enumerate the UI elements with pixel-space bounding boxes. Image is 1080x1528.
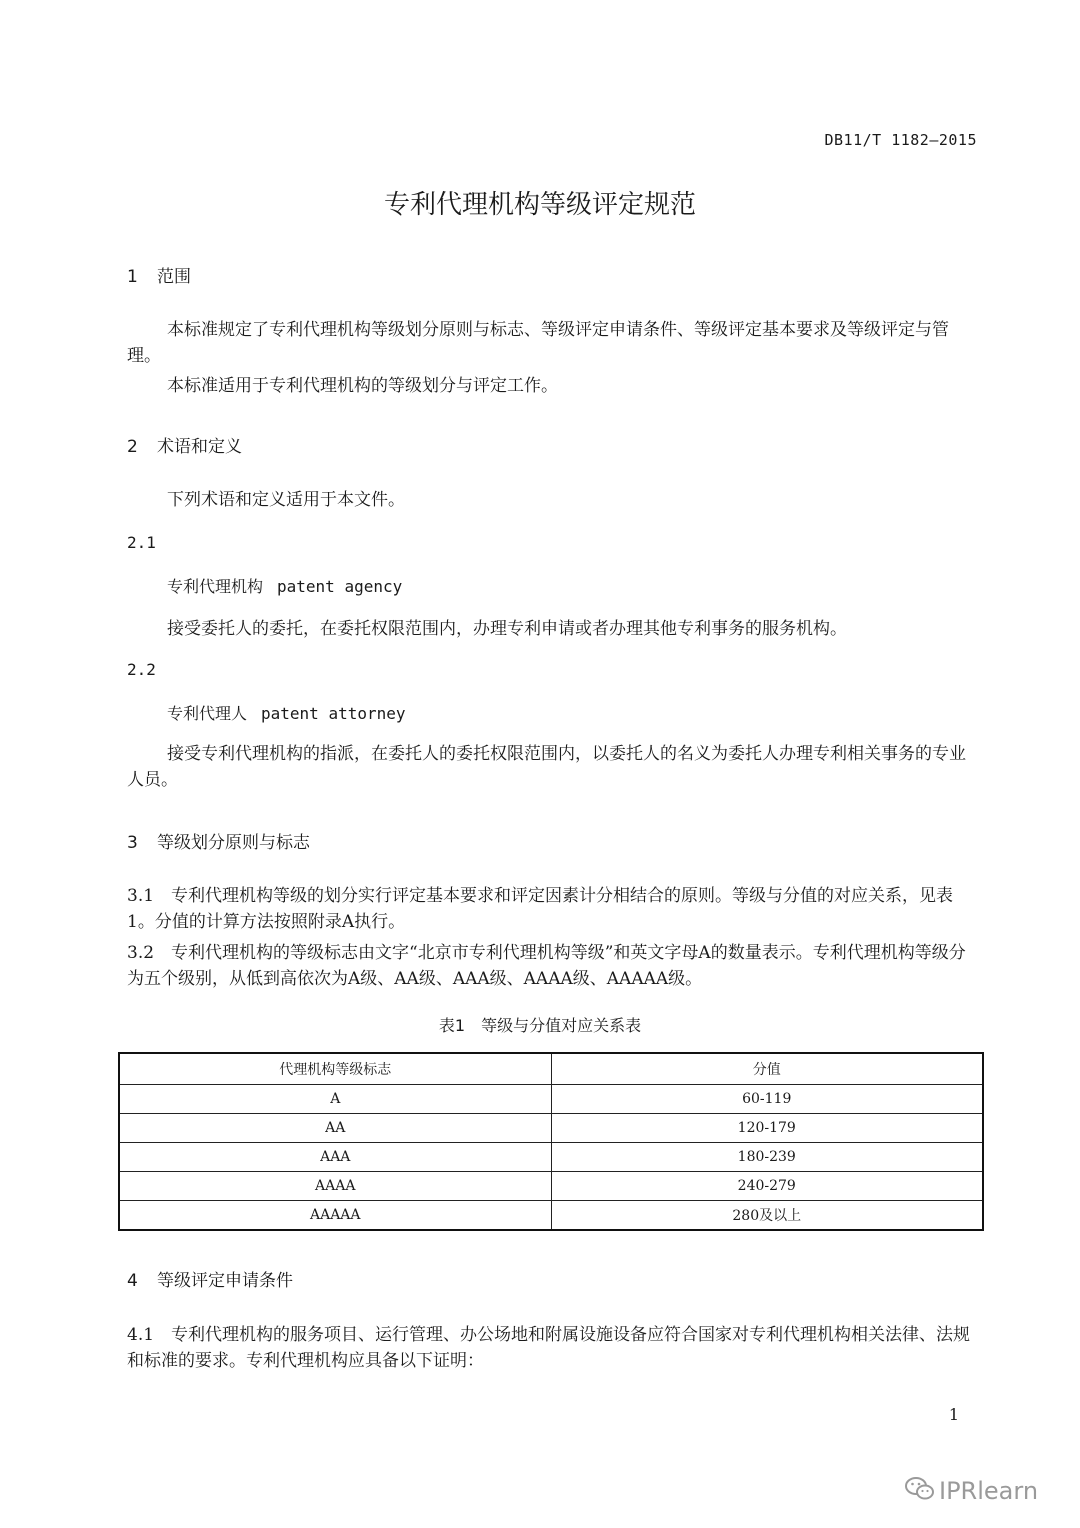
table-caption: 表1 等级与分值对应关系表 [438,1016,642,1035]
clause-number: 3.2 [127,943,155,963]
term-definition: 接受委托人的委托，在委托权限范围内，办理专利申请或者办理其他专利事务的服务机构。 [167,619,847,639]
document-title: 专利代理机构等级评定规范 [383,190,696,220]
section-1-heading [127,262,191,287]
term-heading [167,701,406,724]
clause-number: 4.1 [127,1325,155,1345]
table-row [119,1143,983,1172]
section-number: 1 [127,267,138,287]
grade-cell: AA [119,1114,551,1143]
score-cell: 280及以上 [551,1201,983,1231]
clause-3-2 [127,940,979,992]
score-cell: 240-279 [551,1172,983,1201]
grade-score-table [118,1052,984,1231]
section-title: 等级划分原则与标志 [157,833,310,853]
column-header: 分值 [551,1053,983,1085]
clause-3-1 [127,883,979,935]
score-cell: 120-179 [551,1114,983,1143]
grade-cell: AAAAA [119,1201,551,1231]
clause-number: 3.1 [127,886,155,906]
section-title: 术语和定义 [157,437,242,457]
section-number: 2 [127,437,138,457]
page-number: 1 [948,1405,959,1424]
watermark-text: IPRlearn [939,1477,1039,1505]
score-cell: 60-119 [551,1085,983,1114]
section-number: 3 [127,833,138,853]
column-header: 代理机构等级标志 [119,1053,551,1085]
term-heading [167,574,402,597]
term-number: 2.2 [127,660,156,679]
section-4-heading [127,1266,293,1291]
grade-cell: A [119,1085,551,1114]
term-number: 2.1 [127,533,156,552]
clause-4-1 [127,1322,979,1374]
table-row [119,1172,983,1201]
section-3-heading [127,828,310,853]
paragraph: 本标准规定了专利代理机构等级划分原则与标志、等级评定申请条件、等级评定基本要求及等级评定与管理。 [127,320,949,366]
grade-cell: AAA [119,1143,551,1172]
section-title: 范围 [157,267,191,287]
clause-text: 专利代理机构的等级标志由文字“北京市专利代理机构等级”和英文字母A的数量表示。专利代理机构等级分为五个级别，从低到高依次为A级、AA级、AAA级、AAAA级、AAAAA级。 [127,943,966,989]
table-row [119,1114,983,1143]
table-header-row [119,1053,983,1085]
wechat-icon [905,1476,935,1508]
table-row [119,1085,983,1114]
watermark [905,1476,1038,1508]
table-row [119,1201,983,1231]
standard-code: DB11/T 1182—2015 [824,131,977,149]
section-2-heading [127,432,242,457]
clause-text: 专利代理机构等级的划分实行评定基本要求和评定因素计分相结合的原则。等级与分值的对应关系，见表1。分值的计算方法按照附录A执行。 [127,886,954,932]
clause-text: 专利代理机构的服务项目、运行管理、办公场地和附属设施设备应符合国家对专利代理机构相关法律、法规和标准的要求。专利代理机构应具备以下证明： [127,1325,971,1371]
paragraph: 下列术语和定义适用于本文件。 [167,490,405,510]
section-number: 4 [127,1271,138,1291]
grade-cell: AAAA [119,1172,551,1201]
paragraph: 本标准适用于专利代理机构的等级划分与评定工作。 [167,376,558,396]
term-cn: 专利代理机构 [167,577,264,596]
term-en: patent agency [277,577,403,596]
score-cell: 180-239 [551,1143,983,1172]
term-cn: 专利代理人 [167,704,248,723]
term-en: patent attorney [261,704,406,723]
term-definition: 接受专利代理机构的指派，在委托人的委托权限范围内，以委托人的名义为委托人办理专利相关事务的专业人员。 [127,744,966,790]
section-title: 等级评定申请条件 [157,1271,293,1291]
